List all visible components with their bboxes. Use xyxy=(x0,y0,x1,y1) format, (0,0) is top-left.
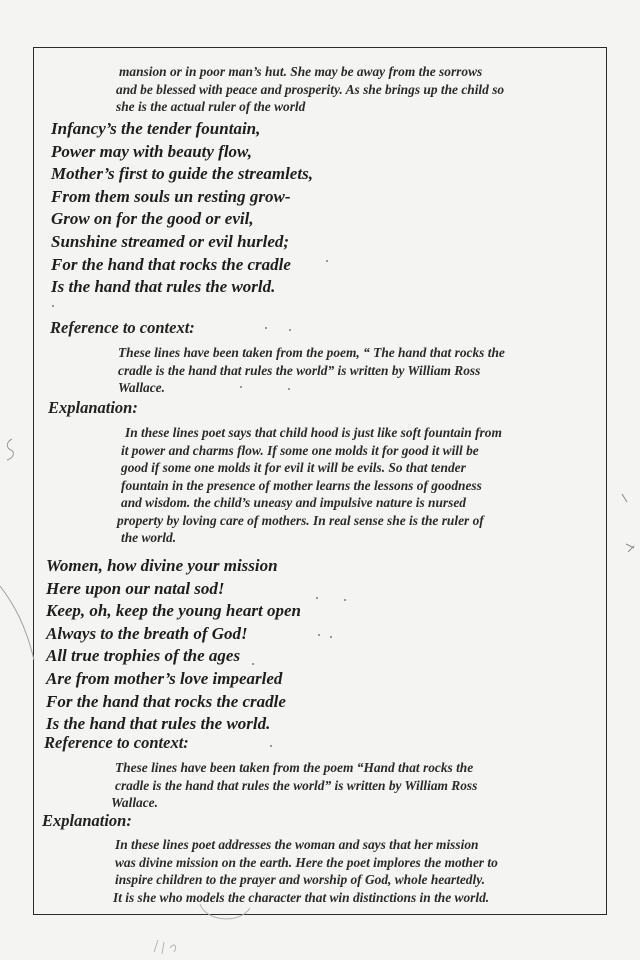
text-line: In these lines poet says that child hood is just like soft fountain from xyxy=(125,425,502,440)
text-line: It is she who models the character that win distinctions in the world. xyxy=(113,889,490,905)
verse-line: All true trophies of the ages xyxy=(46,646,241,666)
verse-line: Power may with beauty flow, xyxy=(51,141,253,161)
scan-speck xyxy=(289,329,291,331)
pen-stroke-margin xyxy=(0,584,40,664)
scan-speck xyxy=(316,597,318,599)
text-line: property by loving care of mothers. In real sense she is the ruler of xyxy=(117,512,484,528)
text-line: Wallace. xyxy=(111,795,158,810)
text-line: she is the actual ruler of the world xyxy=(116,99,306,114)
text-line: inspire children to the prayer and worship of God, whole heartedly. xyxy=(115,872,486,887)
pen-mark-bottom xyxy=(150,932,190,958)
verse-line: Is the hand that rules the world. xyxy=(46,714,271,734)
section-heading: Reference to context: xyxy=(44,733,189,752)
text-line: fountain in the presence of mother learns the lessons of goodness xyxy=(121,477,482,493)
section-heading: Explanation: xyxy=(42,811,132,830)
scan-speck xyxy=(265,327,267,329)
explanation-heading-one xyxy=(48,398,138,418)
pen-circle-mark xyxy=(196,896,256,926)
verse-line: Grow on for the good or evil, xyxy=(51,209,254,229)
text-line: cradle is the hand that rules the world” is written by William Ross xyxy=(115,777,478,793)
scan-speck xyxy=(52,305,54,307)
text-line: These lines have been taken from the poem, “ The hand that rocks the xyxy=(118,345,505,360)
scan-speck xyxy=(318,634,320,636)
text-line: mansion or in poor man’s hut. She may be away from the sorrows xyxy=(119,64,483,79)
reference-heading-two xyxy=(44,733,189,753)
verse-line: From them souls un resting grow- xyxy=(51,186,291,206)
reference-heading-one xyxy=(50,318,195,338)
verse-line: Sunshine streamed or evil hurled; xyxy=(51,231,290,251)
pen-mark-left xyxy=(2,436,18,464)
verse-line: Women, how divine your mission xyxy=(46,556,278,575)
verse-line: Here upon our natal sod! xyxy=(46,578,225,598)
explanation-heading-two xyxy=(42,811,132,831)
verse-line: Is the hand that rules the world. xyxy=(51,277,276,297)
reference-text-two xyxy=(111,759,478,812)
text-line: and be blessed with peace and prosperity. As she brings up the child so xyxy=(116,81,505,97)
scan-speck xyxy=(326,260,328,262)
text-line: was divine mission on the earth. Here the poet implores the mother to xyxy=(115,854,498,870)
scan-speck xyxy=(344,599,346,601)
text-line: the world. xyxy=(121,530,177,545)
text-line: good if some one molds it for evil it will be evils. So that tender xyxy=(121,460,466,475)
verse-line: For the hand that rocks the cradle xyxy=(46,691,286,711)
text-line: and wisdom. the child’s uneasy and impulsive nature is nursed xyxy=(121,495,466,510)
reference-text-one xyxy=(118,344,505,397)
scan-speck xyxy=(240,386,242,388)
verse-line: Always to the breath of God! xyxy=(46,623,248,643)
scan-speck xyxy=(270,745,272,747)
explanation-text-one xyxy=(117,424,502,547)
text-line: These lines have been taken from the poem “Hand that rocks the xyxy=(115,760,474,775)
scan-speck xyxy=(330,636,332,638)
verse-line: Infancy’s the tender fountain, xyxy=(51,119,261,138)
verse-line: Are from mother’s love impearled xyxy=(46,668,283,688)
text-line: In these lines poet addresses the woman and says that her mission xyxy=(115,837,479,852)
stanza-two xyxy=(46,555,301,736)
scan-speck xyxy=(252,663,254,665)
pen-mark-right xyxy=(618,488,638,568)
section-heading: Reference to context: xyxy=(50,318,195,337)
verse-line: For the hand that rocks the cradle xyxy=(51,254,291,274)
verse-line: Mother’s first to guide the streamlets, xyxy=(51,164,313,184)
text-line: it power and charms flow. If some one molds it for good it will be xyxy=(121,442,479,458)
scan-speck xyxy=(288,388,290,390)
continued-explanation xyxy=(116,63,505,116)
text-line: Wallace. xyxy=(118,380,165,395)
text-line: cradle is the hand that rules the world” is written by William Ross xyxy=(118,362,481,378)
stanza-one xyxy=(51,118,313,299)
verse-line: Keep, oh, keep the young heart open xyxy=(46,601,301,621)
section-heading: Explanation: xyxy=(48,398,138,417)
explanation-text-two xyxy=(115,836,498,906)
